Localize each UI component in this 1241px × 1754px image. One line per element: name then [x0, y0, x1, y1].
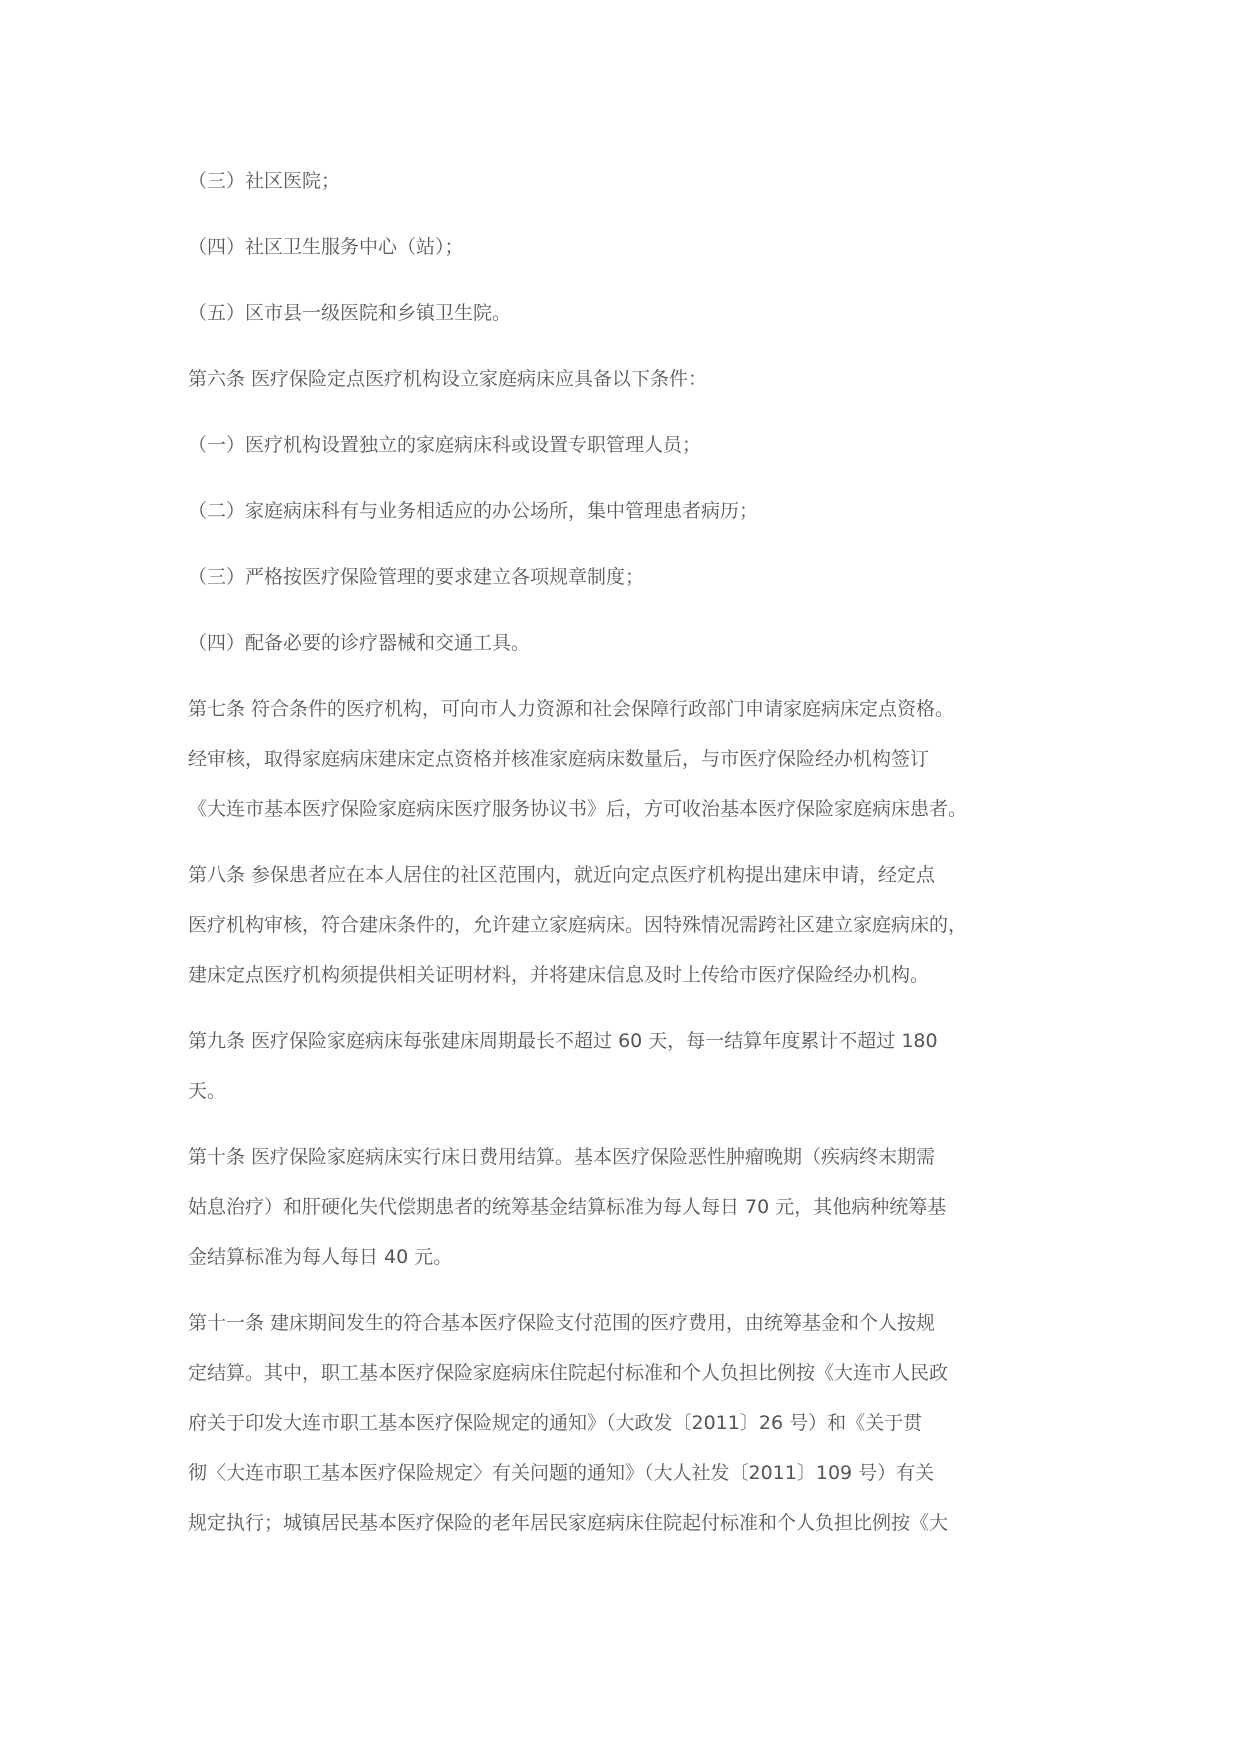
document-body: [188, 156, 1088, 1548]
text-line: 彻〈大连市职工基本医疗保险规定〉有关问题的通知》（大人社发〔2011〕109 号）有关: [188, 1462, 935, 1484]
text-line: 医疗机构审核，符合建床条件的，允许建立家庭病床。因特殊情况需跨社区建立家庭病床的，: [188, 914, 968, 936]
article-heading-line: 第七条 符合条件的医疗机构，可向市人力资源和社会保障行政部门申请家庭病床定点资格。: [188, 698, 955, 720]
text-line: （三）严格按医疗保险管理的要求建立各项规章制度；: [188, 566, 645, 588]
text-line: 天。: [188, 1080, 227, 1102]
article-heading-line: 第八条 参保患者应在本人居住的社区范围内，就近向定点医疗机构提出建床申请，经定点: [188, 864, 936, 886]
text-line: 《大连市基本医疗保险家庭病床医疗服务协议书》后，方可收治基本医疗保险家庭病床患者。: [188, 798, 968, 820]
text-line: 定结算。其中，职工基本医疗保险家庭病床住院起付标准和个人负担比例按《大连市人民政: [188, 1362, 949, 1384]
text-line: （三）社区医院；: [188, 170, 341, 192]
text-line: 经审核，取得家庭病床建床定点资格并核准家庭病床数量后，与市医疗保险经办机构签订: [188, 748, 930, 770]
text-line: 姑息治疗）和肝硬化失代偿期患者的统筹基金结算标准为每人每日 70 元，其他病种统筹基: [188, 1196, 947, 1218]
article-heading-line: 第六条 医疗保险定点医疗机构设立家庭病床应具备以下条件：: [188, 368, 708, 390]
text-line: 金结算标准为每人每日 40 元。: [188, 1246, 453, 1268]
text-line: （四）社区卫生服务中心（站）；: [188, 236, 464, 258]
text-line: （四）配备必要的诊疗器械和交通工具。: [188, 632, 531, 654]
text-line: 规定执行；城镇居民基本医疗保险的老年居民家庭病床住院起付标准和个人负担比例按《大: [188, 1512, 949, 1534]
text-line: （一）医疗机构设置独立的家庭病床科或设置专职管理人员；: [188, 434, 702, 456]
text-line: 建床定点医疗机构须提供相关证明材料，并将建床信息及时上传给市医疗保险经办机构。: [188, 964, 930, 986]
article-heading-line: 第九条 医疗保险家庭病床每张建床周期最长不超过 60 天，每一结算年度累计不超过 180: [188, 1030, 938, 1052]
article-heading-line: 第十一条 建床期间发生的符合基本医疗保险支付范围的医疗费用，由统筹基金和个人按规: [188, 1312, 936, 1334]
article-heading-line: 第十条 医疗保险家庭病床实行床日费用结算。基本医疗保险恶性肿瘤晚期（疾病终末期需: [188, 1146, 936, 1168]
text-line: （五）区市县一级医院和乡镇卫生院。: [188, 302, 512, 324]
text-line: （二）家庭病床科有与业务相适应的办公场所，集中管理患者病历；: [188, 500, 759, 522]
text-line: 府关于印发大连市职工基本医疗保险规定的通知》（大政发〔2011〕26 号）和《关于贯: [188, 1412, 923, 1434]
